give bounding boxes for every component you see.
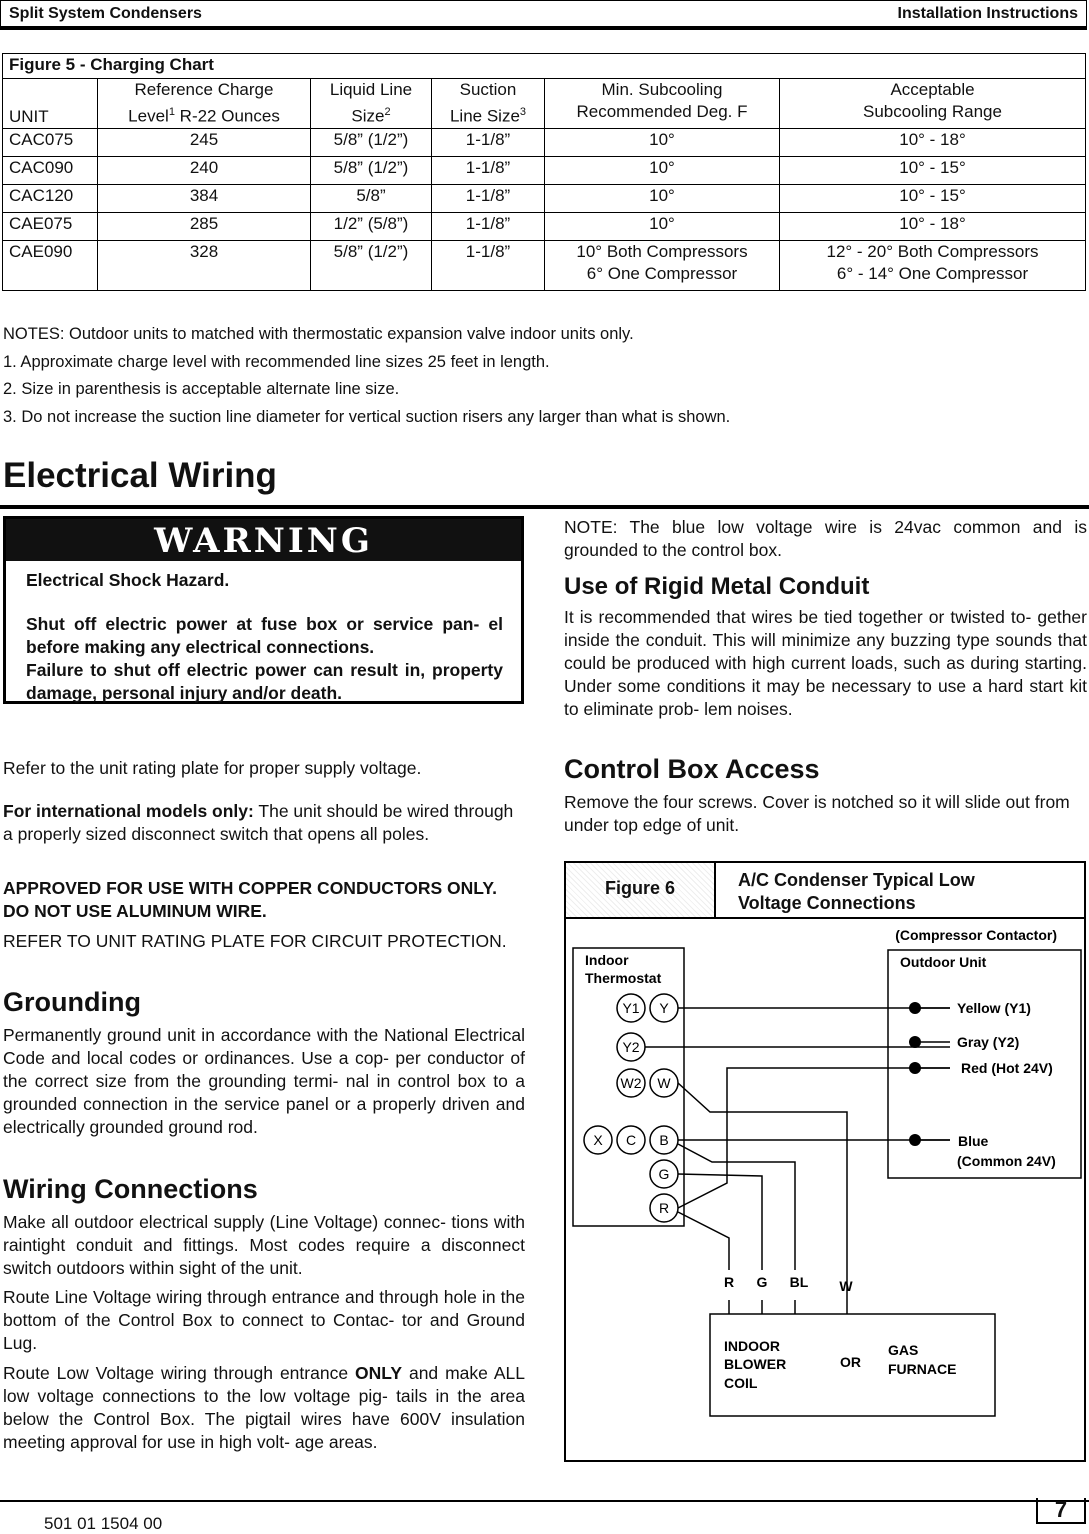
gray-terminal-dot [909,1036,921,1048]
control-box-text: Remove the four screws. Cover is notched so it will slide out from under top edge of unit. [564,792,1070,835]
warning-banner: WARNING [6,519,521,561]
cell-liquid: 1/2” (5/8”) [311,212,432,240]
terminal-label: Y2 [622,1039,640,1055]
wire-label-common: (Common 24V) [957,1153,1056,1169]
cell-suction: 1-1/8” [432,212,545,240]
cell-min: 10° [545,184,780,212]
wire-label-red: Red (Hot 24V) [961,1060,1053,1076]
cell-charge: 240 [98,156,311,184]
cell-min: 10° Both Compressors 6° One Compressor [545,240,780,290]
cell-suction: 1-1/8” [432,240,545,290]
cell-unit: CAC090 [3,156,98,184]
terminal-label: W2 [620,1075,642,1091]
cell-charge: 384 [98,184,311,212]
footer-rule [0,1500,1089,1502]
cell-suction: 1-1/8” [432,184,545,212]
copper-conductors-notice: APPROVED FOR USE WITH COPPER CONDUCTORS ONLY. DO NOT USE ALUMINUM WIRE. [3,878,497,921]
warning-line-2: Shut off electric power at fuse box or service pan- el before making any electrical connections. [26,614,503,657]
wire-label-yellow: Yellow (Y1) [957,1000,1031,1016]
terminal-label: B [659,1132,669,1148]
blower-label-3: COIL [724,1375,758,1391]
wire-label-blue: Blue [958,1133,989,1149]
cell-range: 10° - 18° [780,212,1086,240]
note-line: 1. Approximate charge level with recommended line sizes 25 feet in length. [3,352,550,371]
outdoor-unit-label: Outdoor Unit [900,954,987,970]
cell-range: 10° - 15° [780,184,1086,212]
col-acceptable-range: Acceptable Subcooling Range [780,79,1086,129]
cell-min: 10° [545,156,780,184]
thermostat-label: Thermostat [585,970,662,986]
document-number: 501 01 1504 00 [44,1514,163,1533]
col-unit: UNIT [3,79,98,129]
yellow-terminal-dot [909,1002,921,1014]
control-box-title: Control Box Access [564,754,820,784]
terminal-label: Y1 [622,1000,640,1016]
cell-unit: CAC120 [3,184,98,212]
lead-label-w: W [839,1278,853,1294]
cell-suction: 1-1/8” [432,128,545,156]
page-number: 7 [1036,1498,1086,1524]
lead-label-g: G [756,1274,768,1290]
lead-label-r: R [723,1274,735,1290]
col-charge: Reference Charge Level$^1$ R-22 Ounces [98,79,311,129]
terminal-label: C [625,1132,637,1148]
circuit-protection-notice: REFER TO UNIT RATING PLATE FOR CIRCUIT PROTECTION. [3,931,507,951]
warning-line-1: Electrical Shock Hazard. [26,570,230,590]
figure-6-title: A/C Condenser Typical Low Voltage Connections [738,870,975,913]
cell-range: 12° - 20° Both Compressors 6° - 14° One Compressor [780,240,1086,290]
rigid-conduit-text: It is recommended that wires be tied together or twisted to- gether inside the conduit. This will minimize any buzzing type sounds that could be produced with high current loads, such as during starting. Under some conditions it may be necessary to use a hard start kit to eliminate prob- lem noises. [564,607,1087,719]
international-paragraph: For international models only: The unit should be wired through a properly sized disconnect switch that opens all poles. [3,801,514,844]
furnace-label-2: FURNACE [888,1361,957,1377]
cell-unit: CAC075 [3,128,98,156]
blower-label-2: BLOWER [724,1356,787,1372]
header-left: Split System Condensers [9,5,202,22]
terminal-label: Y [659,1000,669,1016]
refer-supply-voltage: Refer to the unit rating plate for proper supply voltage. [3,758,422,778]
blue-terminal-dot [909,1134,921,1146]
note-line: NOTES: Outdoor units to matched with thermostatic expansion valve indoor units only. [3,325,634,343]
cell-charge: 285 [98,212,311,240]
terminal-label: R [658,1200,670,1216]
cell-liquid: 5/8” (1/2”) [311,156,432,184]
cell-unit: CAE090 [3,240,98,290]
figure-6-label: Figure 6 [566,863,716,917]
section-title: Electrical Wiring [3,456,277,495]
indoor-label: Indoor [585,952,629,968]
red-terminal-dot [909,1062,921,1074]
header-right: Installation Instructions [897,5,1078,22]
or-label: OR [840,1354,861,1370]
wire-label-gray: Gray (Y2) [957,1034,1020,1050]
chart-title: Figure 5 - Charging Chart [3,54,1086,79]
rigid-conduit-title: Use of Rigid Metal Conduit [564,573,870,600]
cell-range: 10° - 15° [780,156,1086,184]
warning-line-3: Failure to shut off electric power can result in, property damage, personal injury and/or death. [26,660,503,703]
grounding-text: Permanently ground unit in accordance with the National Electrical Code and local codes or ordinances. Use a cop- per conductor of the correct size from the grounding termi- nal in control box to a grounded connection in the service panel or a properly driven and electrically grounded ground rod. [3,1025,525,1137]
wiring-connections-title: Wiring Connections [3,1174,258,1204]
cell-liquid: 5/8” (1/2”) [311,128,432,156]
cell-unit: CAE075 [3,212,98,240]
terminal-label: G [658,1166,670,1182]
terminal-label: X [593,1132,603,1148]
note-line: 3. Do not increase the suction line diameter for vertical suction risers any larger than what is shown. [3,407,731,426]
blower-label-1: INDOOR [724,1338,780,1354]
cell-min: 10° [545,128,780,156]
cell-suction: 1-1/8” [432,156,545,184]
lead-label-bl: BL [789,1274,809,1290]
cell-min: 10° [545,212,780,240]
col-suction: Suction Line Size$^3$ [432,79,545,129]
wiring-paragraph-3: Route Low Voltage wiring through entrance ONLY and make ALL low voltage connections to the low voltage pig- tails in the area below the Control Box. The pigtail wires have 600V insulation meeting approval for use in high volt- age areas. [3,1363,525,1452]
cell-range: 10° - 18° [780,128,1086,156]
wiring-paragraph-2: Route Line Voltage wiring through entrance and through hole in the bottom of the Control Box to connect to Contac- tor and Ground Lug. [3,1287,525,1353]
cell-liquid: 5/8” (1/2”) [311,240,432,290]
col-liquid: Liquid Line Size$^2$ [311,79,432,129]
furnace-label-1: GAS [888,1342,919,1358]
blue-wire-note: NOTE: The blue low voltage wire is 24vac common and is grounded to the control box. [564,517,1087,560]
grounding-title: Grounding [3,987,141,1017]
cell-liquid: 5/8” [311,184,432,212]
terminal-label: W [657,1075,671,1091]
col-min-subcooling: Min. Subcooling Recommended Deg. F [545,79,780,129]
contactor-label: (Compressor Contactor) [895,927,1057,943]
note-line: 2. Size in parenthesis is acceptable alternate line size. [3,380,400,398]
cell-charge: 245 [98,128,311,156]
wiring-paragraph-1: Make all outdoor electrical supply (Line Voltage) connec- tions with raintight conduit and fittings. Most codes require a disconnect switch outdoors within sight of the unit. [3,1212,525,1278]
cell-charge: 328 [98,240,311,290]
